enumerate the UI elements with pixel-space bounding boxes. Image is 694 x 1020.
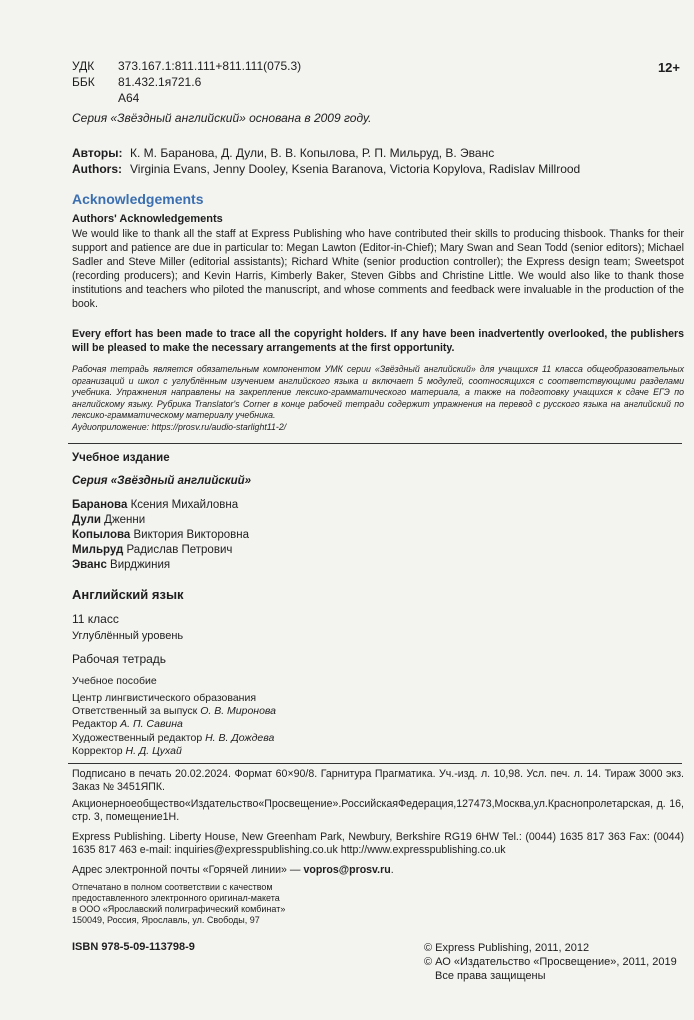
staff-list bbox=[72, 692, 276, 758]
author-surname: Эванс bbox=[72, 559, 107, 571]
staff-role: Редактор bbox=[72, 718, 118, 731]
umk-description-block bbox=[72, 364, 684, 434]
author-surname: Баранова bbox=[72, 499, 128, 511]
authors-en-label: Authors: bbox=[72, 162, 122, 176]
staff-role: Ответственный за выпуск bbox=[72, 705, 198, 718]
bbk-row bbox=[72, 74, 301, 90]
author-mark-value: А64 bbox=[118, 91, 140, 105]
list-item bbox=[72, 718, 276, 731]
print-info: Подписано в печать 20.02.2024. Формат 60×90/8. Гарнитура Прагматика. Уч.-изд. л. 10,98. Усл. печ. л. 14. Тираж 3000 экз. Заказ № 3451ЯПК. bbox=[72, 768, 684, 794]
staff-name: Н. Д. Цухай bbox=[125, 744, 182, 757]
subject-title: Английский язык bbox=[72, 587, 184, 602]
list-item bbox=[72, 745, 276, 758]
author-given: Ксения Михайловна bbox=[130, 499, 239, 511]
hotline-email bbox=[72, 864, 394, 876]
list-item bbox=[72, 692, 276, 705]
author-surname: Дули bbox=[72, 514, 101, 526]
copyright-line: © АО «Издательство «Просвещение», 2011, 2019 bbox=[424, 956, 677, 968]
copyrights bbox=[424, 941, 677, 983]
author-given: Вирджиния bbox=[110, 559, 171, 571]
email-label: Адрес электронной почты «Горячей линии» — bbox=[72, 864, 301, 876]
acknowledgements-body: We would like to thank all the staff at Express Publishing who have contributed their skills to producing thisbook. Thanks for their support and patience are due in particular to: Megan Lawton (Editor-in-Chief); Mary Swan and Sean Todd (senior editors); Michael Sadler and Steve Miller (editorial assistants); Richard White (senior production controller); the Express design team; Sweetspot (recording producers); and Kevin Harris, Kimberly Baker, Steven Gibbs and Christine Little. We would also like to thank those institutions and teachers who piloted the manuscript, and whose comments and feedback were invaluable in the production of the book. bbox=[72, 228, 684, 310]
list-item bbox=[72, 528, 249, 543]
edition-type: Учебное издание bbox=[72, 452, 170, 464]
author-given: Радислав Петрович bbox=[126, 544, 233, 556]
divider-bottom bbox=[68, 763, 682, 764]
author-surname: Мильруд bbox=[72, 544, 124, 556]
staff-name: О. В. Миронова bbox=[200, 705, 276, 718]
authors-en-row bbox=[72, 161, 580, 177]
udk-value: 373.167.1:811.111+811.111(075.3) bbox=[118, 59, 302, 73]
acknowledgements-title: Acknowledgements bbox=[72, 191, 204, 207]
author-mark-row bbox=[72, 90, 301, 106]
audio-link: Аудиоприложение: https://prosv.ru/audio-starlight11-2/ bbox=[72, 421, 287, 432]
authors-ru-names: К. М. Баранова, Д. Дули, В. В. Копылова, Р. П. Мильруд, В. Эванс bbox=[130, 146, 495, 160]
staff-role: Художественный редактор bbox=[72, 731, 203, 744]
author-given: Дженни bbox=[104, 514, 146, 526]
classification-block bbox=[72, 58, 301, 106]
list-item bbox=[72, 732, 276, 745]
email-value[interactable]: vopros@prosv.ru bbox=[303, 864, 391, 876]
publisher-address: Акционерноеобщество«Издательство«Просвещение».РоссийскаяФедерация,127473,Москва,ул.Краснопролетарская, д. 16, стр. 3, помещение1Н. bbox=[72, 798, 684, 824]
printed-line: Отпечатано в полном соответствии с качеством bbox=[72, 882, 273, 892]
author-mark-key bbox=[72, 90, 118, 106]
age-rating: 12+ bbox=[657, 60, 680, 75]
author-names-list bbox=[72, 498, 249, 573]
manual-type: Учебное пособие bbox=[72, 675, 157, 687]
printed-line: в ООО «Ярославский полиграфический комбинат» bbox=[72, 904, 286, 914]
list-item bbox=[72, 558, 249, 573]
printed-line: 150049, Россия, Ярославль, ул. Свободы, 97 bbox=[72, 915, 260, 925]
book-type: Рабочая тетрадь bbox=[72, 652, 167, 666]
authors-block bbox=[72, 145, 580, 177]
list-item bbox=[72, 543, 249, 558]
author-surname: Копылова bbox=[72, 529, 131, 541]
copyright-line: © Express Publishing, 2011, 2012 bbox=[424, 942, 590, 954]
authors-en-names: Virginia Evans, Jenny Dooley, Ksenia Baranova, Victoria Kopylova, Radislav Millrood bbox=[130, 162, 581, 176]
copyright-note: Every effort has been made to trace all the copyright holders. If any have been inadvertently overlooked, the publishers will be pleased to make the necessary arrangements at the first opportunity. bbox=[72, 328, 684, 354]
staff-name: Н. В. Дождева bbox=[205, 731, 275, 744]
level: Углублённый уровень bbox=[72, 630, 184, 642]
copyright-line: Все права защищены bbox=[435, 970, 546, 982]
staff-name: А. П. Савина bbox=[120, 718, 183, 731]
authors-ru-row bbox=[72, 145, 580, 161]
printed-line: предоставленного электронного оригинал-макета bbox=[72, 893, 280, 903]
divider-top bbox=[68, 443, 682, 444]
email-end: . bbox=[390, 864, 394, 876]
list-item bbox=[72, 513, 249, 528]
udk-key: УДК bbox=[72, 59, 95, 73]
list-item bbox=[72, 498, 249, 513]
list-item bbox=[72, 705, 276, 718]
author-given: Виктория Викторовна bbox=[133, 529, 249, 541]
bbk-value: 81.432.1я721.6 bbox=[118, 75, 202, 89]
bbk-key: ББК bbox=[72, 75, 95, 89]
series-founded: Серия «Звёздный английский» основана в 2009 году. bbox=[72, 111, 372, 125]
staff-role: Центр лингвистического образования bbox=[72, 692, 257, 704]
grade: 11 класс bbox=[72, 612, 119, 626]
umk-description: Рабочая тетрадь является обязательным компонентом УМК серии «Звёздный английский» для учащихся 11 класса общеобразовательных организаций и школ с углублённым изучением английского языка и включает 5 модулей, соотносящихся с соответствующими разделами учебника. Упражнения направлены на закрепление лексико-грамматического материала, а также на подготовку учащихся к сдаче ЕГЭ по английскому языку. Рубрика Translator's Corner в конце рабочей тетради содержит упражнения на перевод с русского языка на английский по лексико-грамматическому материалу учебника. bbox=[72, 364, 684, 421]
acknowledgements-subtitle: Authors' Acknowledgements bbox=[72, 213, 223, 225]
express-address: Express Publishing. Liberty House, New Greenham Park, Newbury, Berkshire RG19 6HW Tel.: (0044) 1635 817 363 Fax: (0044) 1635 817 463 e-mail: inquiries@expresspublishing.co.uk http://www.expresspublishing.co.uk bbox=[72, 831, 684, 857]
series-name: Серия «Звёздный английский» bbox=[72, 475, 252, 487]
isbn: ISBN 978-5-09-113798-9 bbox=[72, 941, 195, 953]
printed-by bbox=[72, 882, 372, 926]
udk-row bbox=[72, 58, 301, 74]
authors-ru-label: Авторы: bbox=[72, 146, 123, 160]
staff-role: Корректор bbox=[72, 744, 123, 757]
